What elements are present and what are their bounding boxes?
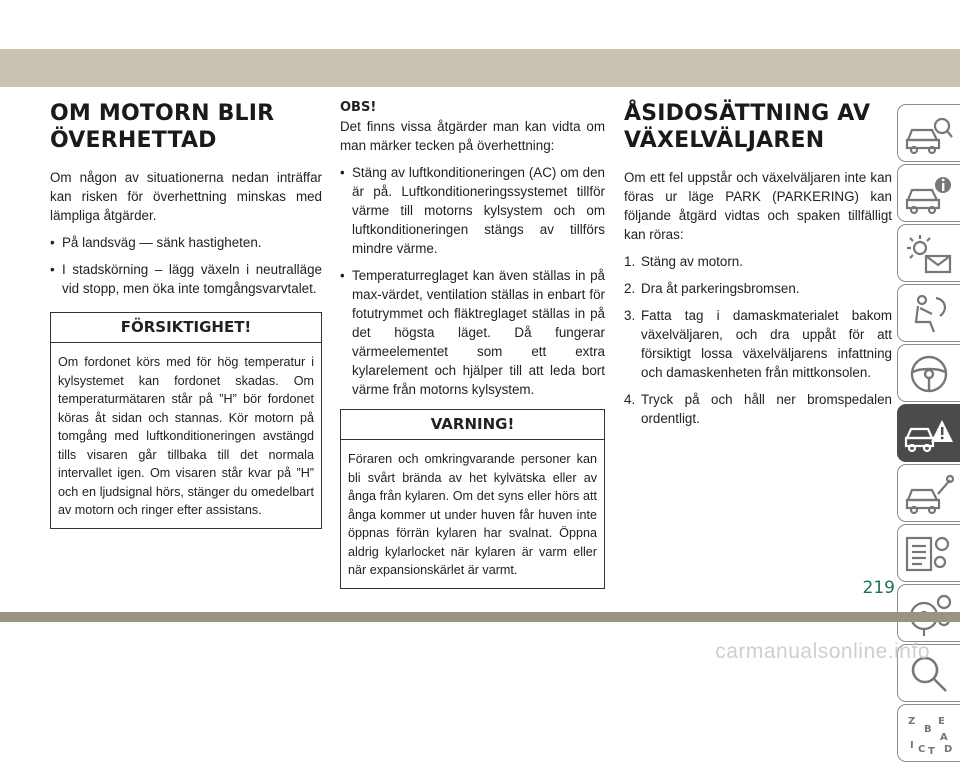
middle-column bbox=[340, 100, 605, 589]
warning-text: Föraren och omkringvarande personer kan bli svårt brända av het kylvätska eller av ånga från kylaren. Om det syns eller hörs att ånga kommer ut under huven får huven inte öppnas förrän kylaren har svalnat. Öppna aldrig kylarlocket när kylaren är varm eller när expansionskärlet är varmt. bbox=[348, 452, 597, 577]
overheating-list bbox=[50, 233, 322, 298]
tab-index[interactable] bbox=[897, 704, 960, 762]
watermark: carmanualsonline.info bbox=[715, 640, 930, 663]
index-letter: C bbox=[918, 744, 926, 755]
list-item: 4. Tryck på och håll ner bromspedalen ordentligt. bbox=[624, 392, 892, 426]
header-band bbox=[0, 49, 960, 87]
tab-specifications[interactable] bbox=[897, 524, 960, 582]
seat-airbag-icon bbox=[904, 292, 954, 336]
list-item: • I stadskörning – lägg växeln i neutralläge vid stopp, men öka inte tomgångsvarvtalet. bbox=[50, 262, 322, 296]
spec-gears-icon bbox=[904, 532, 954, 576]
tab-driving[interactable] bbox=[897, 344, 960, 402]
car-search-icon bbox=[904, 112, 954, 156]
car-wrench-icon bbox=[904, 472, 954, 516]
footer-band bbox=[0, 612, 960, 622]
tab-car-search[interactable] bbox=[897, 104, 960, 162]
left-column bbox=[50, 100, 322, 529]
shift-override-steps bbox=[624, 252, 892, 428]
warning-title: VARNING! bbox=[341, 410, 604, 440]
tab-emergencies[interactable] bbox=[897, 404, 960, 462]
index-letter: E bbox=[938, 716, 945, 727]
index-letter: Z bbox=[908, 716, 916, 727]
list-item: 2. Dra åt parkeringsbromsen. bbox=[624, 281, 800, 296]
section-heading-shift-override: ÅSIDOSÄTTNING AV VÄXELVÄLJAREN bbox=[624, 101, 871, 153]
light-message-icon bbox=[904, 232, 954, 276]
page-number: 219 bbox=[862, 578, 895, 598]
list-item: • På landsväg — sänk hastigheten. bbox=[50, 235, 262, 250]
index-letter: D bbox=[944, 744, 953, 755]
obs-list bbox=[340, 163, 605, 399]
list-item: 3. Fatta tag i damaskmaterialet bakom växelväljaren, och dra uppåt för att försiktigt lossa växelväljarens infattning och damaskenheten från mittkonsolen. bbox=[624, 308, 892, 380]
top-margin bbox=[0, 0, 960, 49]
index-letter: T bbox=[928, 746, 935, 756]
car-warning-icon bbox=[904, 412, 954, 456]
tab-car-info[interactable] bbox=[897, 164, 960, 222]
section-heading-overheating: OM MOTORN BLIR ÖVERHETTAD bbox=[50, 101, 275, 153]
obs-intro: Det finns vissa åtgärder man kan vidta om man märker tecken på överhettning: bbox=[340, 119, 605, 153]
steering-wheel-icon bbox=[904, 352, 954, 396]
caution-box bbox=[50, 312, 322, 529]
alphabet-index-icon bbox=[904, 712, 954, 756]
index-letter: A bbox=[940, 732, 948, 743]
index-letter: B bbox=[924, 724, 932, 735]
chapter-tabs bbox=[897, 104, 960, 764]
obs-label: OBS! bbox=[340, 100, 377, 115]
list-item: 1. Stäng av motorn. bbox=[624, 254, 743, 269]
caution-title: FÖRSIKTIGHET! bbox=[51, 313, 321, 343]
car-info-icon bbox=[904, 172, 954, 216]
list-item: • Stäng av luftkonditioneringen (AC) om den är på. Luftkonditioneringssystemet tillför värme till motorns kylsystem och om luftkonditioneringen stängs av tillförs mindre värme. bbox=[340, 165, 605, 256]
right-column bbox=[624, 100, 892, 436]
tab-safety[interactable] bbox=[897, 284, 960, 342]
tab-service[interactable] bbox=[897, 464, 960, 522]
warning-box bbox=[340, 409, 605, 589]
list-item: • Temperaturreglaget kan även ställas in på max-värdet, ventilation ställas in enbart för fotutrymmet och fläktreglaget ställas in på det högsta läget. Då fungerar värmeelementet som ett extra kylarelement och hjälper till att leda bort värme från motorns kylsystem. bbox=[340, 268, 605, 397]
index-letter: I bbox=[910, 740, 914, 751]
overheating-intro: Om någon av situationerna nedan inträffar kan risken för överhettning minskas med lämpliga åtgärder. bbox=[50, 170, 322, 223]
shift-override-intro: Om ett fel uppstår och växelväljaren inte kan föras ur läge PARK (PARKERING) kan följande åtgärd vidtas och spaken tillfälligt kan röras: bbox=[624, 170, 892, 242]
tab-lights-messages[interactable] bbox=[897, 224, 960, 282]
caution-text: Om fordonet körs med för hög temperatur i kylsystemet kan fordonet skadas. Om temperaturmätaren står på ”H” bör fordonet köras åt sidan och stannas. Kör motorn på tomgång med luftkonditioneringen avstängd tills visaren går tillbaka till det normala intervallet igen. Om visaren står kvar på ”H” och en ljudsignal hörs, stänger du omedelbart av motorn och ringer efter assistans. bbox=[58, 355, 314, 517]
